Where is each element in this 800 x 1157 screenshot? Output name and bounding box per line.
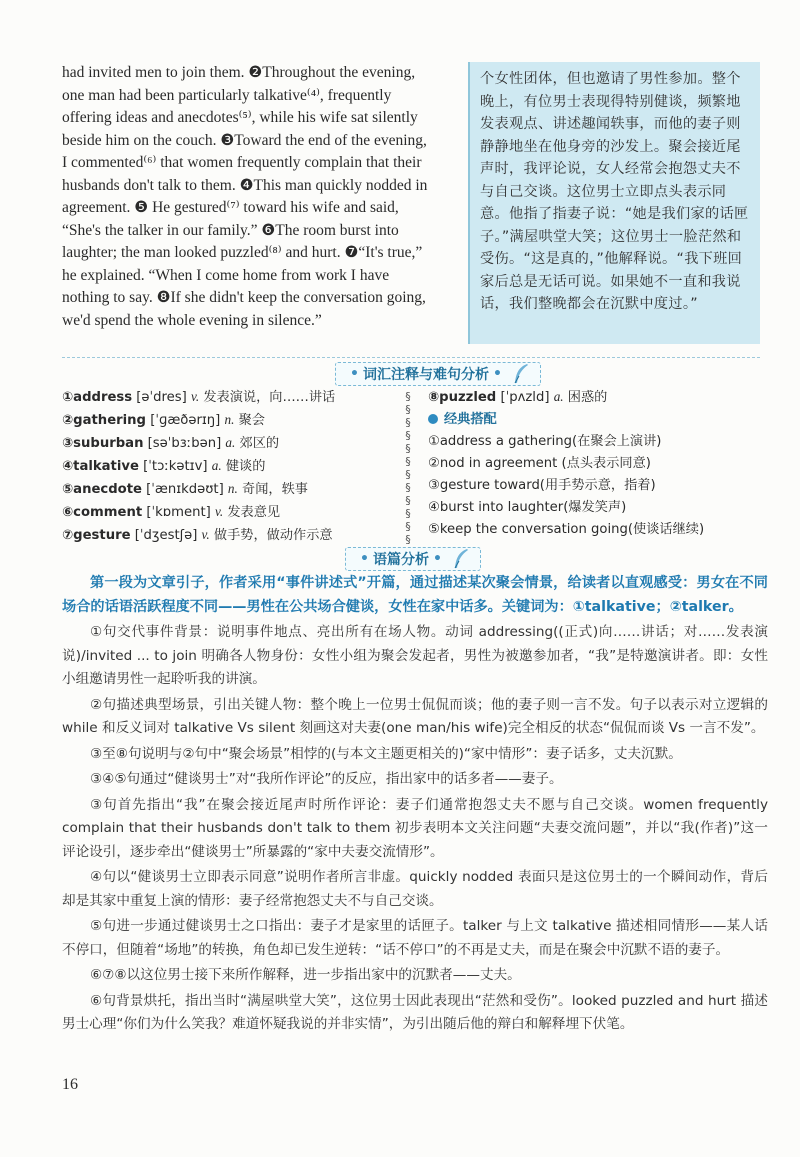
vocab-item: ②gathering [ˈɡæðərɪŋ] n. 聚会 bbox=[62, 412, 265, 428]
passage-line: beside him on the couch. ❸Toward the end of the evening, bbox=[62, 131, 427, 149]
vocab-right-column bbox=[428, 386, 768, 541]
passage-line: husbands don't talk to them. ❹This man quickly nodded in bbox=[62, 176, 428, 194]
vocab-item: ⑥comment [ˈkɒment] v. 发表意见 bbox=[62, 504, 281, 520]
dot-icon: • bbox=[350, 366, 359, 382]
section-divider bbox=[62, 357, 760, 358]
vocab-section-header bbox=[335, 362, 541, 386]
vocab-header-title: 词汇注释与难句分析 bbox=[362, 367, 489, 383]
vocab-list bbox=[62, 386, 392, 547]
analysis-paragraph: ③句首先指出“我”在聚会接近尾声时所作评论：妻子们通常抱怨丈夫不愿与自己交谈。women frequently complain that their husbands don't talk to them 初步表明本文关注问题“夫妻交流问题”，并以“我(作者)”这一评论设引，逐步牵出“健谈男士”所暴露的“家中夫妻交流情形”。 bbox=[62, 796, 768, 860]
page-number: 16 bbox=[62, 1076, 78, 1093]
quill-icon bbox=[452, 548, 470, 570]
analysis-paragraph: ①句交代事件背景：说明事件地点、亮出所有在场人物。动词 addressing((正式)向……讲话；对……发表演说)/invited ... to join 明确各人物身份：女性小组为聚会发起者，男性为被邀参加者，“我”是特邀演讲者。即：女性小组邀请男性一起聆听我的讲演。 bbox=[62, 624, 768, 687]
collocation-item: ①address a gathering(在聚会上演讲) bbox=[428, 434, 662, 449]
analysis-paragraph: ④句以“健谈男士立即表示同意”说明作者所言非虚。quickly nodded 表面只是这位男士的一个瞬间动作，背后却是其家中重复上演的情形：妻子经常抱怨丈夫不与自己交谈。 bbox=[62, 869, 768, 909]
collocations-title: 经典搭配 bbox=[428, 409, 768, 431]
passage-line: offering ideas and anecdotes⁽⁵⁾, while his wife sat silently bbox=[62, 109, 418, 126]
vocab-item: ①address [əˈdres] v. 发表演说，向……讲话 bbox=[62, 389, 336, 405]
analysis-section-header bbox=[345, 547, 481, 571]
spiral-binding-decoration: § § § § § § § § § § § § bbox=[405, 390, 411, 546]
passage-line: laughter; the man looked puzzled⁽⁸⁾ and hurt. ❼“It's true,” bbox=[62, 244, 423, 261]
passage-line: he explained. “When I come home from work I have bbox=[62, 266, 390, 284]
dot-icon: • bbox=[432, 551, 442, 567]
vocab-item: ⑧puzzled [ˈpʌzld] a. 困惑的 bbox=[428, 389, 608, 405]
quill-icon bbox=[512, 363, 530, 385]
analysis-paragraph: ⑤句进一步通过健谈男士之口指出：妻子才是家里的话匣子。talker 与上文 talkative 描述相同情形——某人话不停口，但随着“场地”的转换，角色却已发生逆转：“话不停口”的不再是丈夫，而是在聚会中沉默不语的妻子。 bbox=[62, 918, 768, 958]
passage-line: we'd spend the whole evening in silence.” bbox=[62, 311, 322, 329]
passage-line: one man had been particularly talkative⁽⁴⁾, frequently bbox=[62, 86, 392, 104]
collocation-item: ④burst into laughter(爆发笑声) bbox=[428, 500, 627, 515]
vocab-item: ④talkative [ˈtɔːkətɪv] a. 健谈的 bbox=[62, 458, 266, 474]
translation-text: 个女性团体，但也邀请了男性参加。整个晚上，有位男士表现得特别健谈，频繁地发表观点、讲述趣闻轶事，而他的妻子则静静地坐在他身旁的沙发上。聚会接近尾声时，我评论说，女人经常会抱怨丈夫不与自己交谈。这位男士立即点头表示同意。他指了指妻子说：“她是我们家的话匣子。”满屋哄堂大笑；这位男士一脸茫然和受伤。“这是真的，”他解释说。“我下班回家后总是无话可说。如果她不一直和我说话，我们整晚都会在沉默中度过。” bbox=[480, 71, 749, 312]
passage-line: agreement. ❺ He gestured⁽⁷⁾ toward his wife and said, bbox=[62, 199, 399, 216]
collocation-item: ⑤keep the conversation going(使谈话继续) bbox=[428, 522, 705, 537]
analysis-header-title: 语篇分析 bbox=[372, 552, 429, 568]
english-passage bbox=[62, 62, 455, 332]
analysis-paragraph: ⑥⑦⑧以这位男士接下来所作解释，进一步指出家中的沉默者——丈夫。 bbox=[90, 967, 521, 983]
analysis-paragraph: ⑥句背景烘托，指出当时“满屋哄堂大笑”，这位男士因此表现出“茫然和受伤”。looked puzzled and hurt 描述男士心理“你们为什么笑我？难道怀疑我说的并非实情”，为引出随后他的辩白和解释埋下伏笔。 bbox=[62, 992, 768, 1032]
collocation-item: ③gesture toward(用手势示意，指着) bbox=[428, 478, 656, 493]
vocab-item: ⑤anecdote [ˈænɪkdəʊt] n. 奇闻，轶事 bbox=[62, 481, 308, 497]
collocation-item: ②nod in agreement (点头表示同意) bbox=[428, 456, 651, 471]
analysis-paragraph: ③④⑤句通过“健谈男士”对“我所作评论”的反应，指出家中的话多者——妻子。 bbox=[90, 771, 563, 787]
dot-icon: • bbox=[492, 366, 502, 382]
passage-line: nothing to say. ❽If she didn't keep the conversation going, bbox=[62, 289, 426, 306]
passage-line: “She's the talker in our family.” ❻The room burst into bbox=[62, 221, 399, 239]
dot-icon: • bbox=[360, 551, 369, 567]
analysis-paragraph: ③至⑧句说明与②句中“聚会场景”相悖的(与本文主题更相关的)“家中情形”：妻子话多，丈夫沉默。 bbox=[90, 745, 682, 762]
analysis-lead: 第一段为文章引子，作者采用“事件讲述式”开篇，通过描述某次聚会情景，给读者以直观感受：男女在不同场合的话语活跃程度不同——男性在公共场合健谈，女性在家中话多。关键词为：①talkative；②talker。 bbox=[62, 575, 768, 615]
chinese-translation-box bbox=[468, 62, 760, 344]
analysis-paragraph: ②句描述典型场景，引出关键人物：整个晚上一位男士侃侃而谈；他的妻子则一言不发。句子以表示对立逻辑的 while 和反义词对 talkative Vs silent 刻画这对夫妻(one man/his wife)完全相反的状态“侃侃而谈 Vs 一言不发”。 bbox=[62, 696, 768, 736]
vocab-item: ⑦gesture [ˈdʒestʃə] v. 做手势，做动作示意 bbox=[62, 527, 333, 543]
vocab-item: ③suburban [səˈbɜːbən] a. 郊区的 bbox=[62, 435, 280, 451]
passage-line: had invited men to join them. ❷Throughout the evening, bbox=[62, 64, 416, 81]
passage-line: I commented⁽⁶⁾ that women frequently complain that their bbox=[62, 154, 422, 171]
bullet-icon bbox=[428, 414, 438, 424]
discourse-analysis bbox=[62, 572, 768, 1039]
